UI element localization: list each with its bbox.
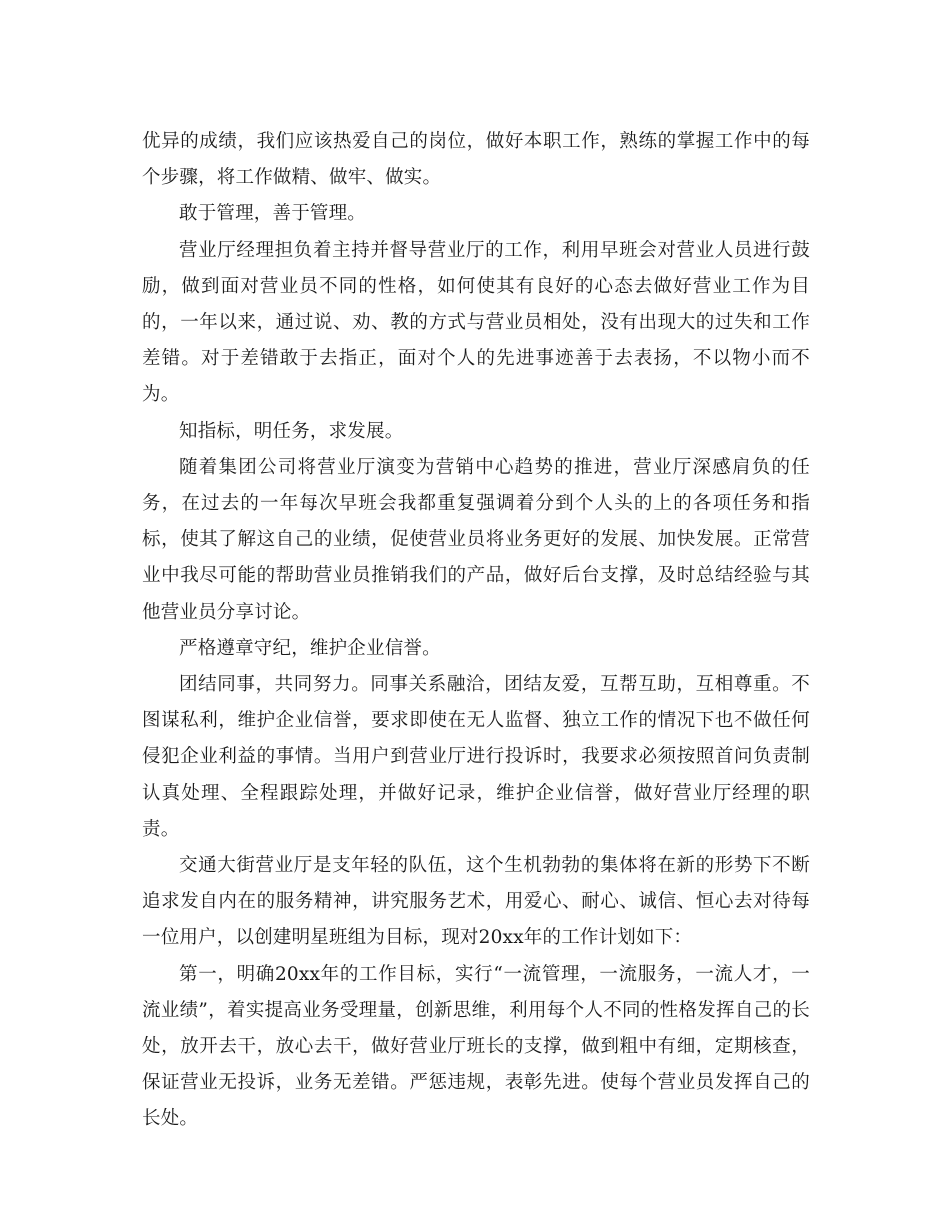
paragraph: 优异的成绩，我们应该热爱自己的岗位，做好本职工作，熟练的掌握工作中的每个步骤，将工作做精、做牢、做实。 [142, 131, 810, 189]
paragraph: 团结同事，共同努力。同事关系融洽，团结友爱，互帮互助，互相尊重。不图谋私利，维护企业信誉，要求即使在无人监督、独立工作的情况下也不做任何侵犯企业利益的事情。当用户到营业厅进行投诉时，我要求必须按照首问负责制认真处理、全程跟踪处理，并做好记录，维护企业信誉，做好营业厅经理的职责。 [142, 674, 810, 840]
document-body [142, 124, 810, 1138]
paragraph: 第一，明确20xx年的工作目标，实行“一流管理，一流服务，一流人才，一流业绩”，着实提高业务受理量，创新思维，利用每个人不同的性格发挥自己的长处，放开去干，放心去干，做好营业厅班长的支撑，做到粗中有细，定期核查，保证营业无投诉，业务无差错。严惩违规，表彰先进。使每个营业员发挥自己的长处。 [142, 963, 810, 1130]
section-heading: 严格遵章守纪，维护企业信誉。 [179, 637, 441, 659]
paragraph: 随着集团公司将营业厅演变为营销中心趋势的推进，营业厅深感肩负的任务，在过去的一年每次早班会我都重复强调着分到个人头的上的各项任务和指标，使其了解这自己的业绩，促使营业员将业务更好的发展、加快发展。正常营业中我尽可能的帮助营业员推销我们的产品，做好后台支撑，及时总结经验与其他营业员分享讨论。 [142, 456, 810, 623]
paragraph: 营业厅经理担负着主持并督导营业厅的工作，利用早班会对营业人员进行鼓励，做到面对营业员不同的性格，如何使其有良好的心态去做好营业工作为目的，一年以来，通过说、劝、教的方式与营业员相处，没有出现大的过失和工作差错。对于差错敢于去指正，面对个人的先进事迹善于去表扬，不以物小而不为。 [142, 239, 810, 406]
section-heading: 知指标，明任务，求发展。 [179, 420, 404, 442]
section-heading: 敢于管理，善于管理。 [179, 203, 367, 225]
paragraph: 交通大街营业厅是支年轻的队伍，这个生机勃勃的集体将在新的形势下不断追求发自内在的服务精神，讲究服务艺术，用爱心、耐心、诚信、恒心去对待每一位用户，以创建明星班组为目标，现对20xx年的工作计划如下： [142, 855, 810, 949]
